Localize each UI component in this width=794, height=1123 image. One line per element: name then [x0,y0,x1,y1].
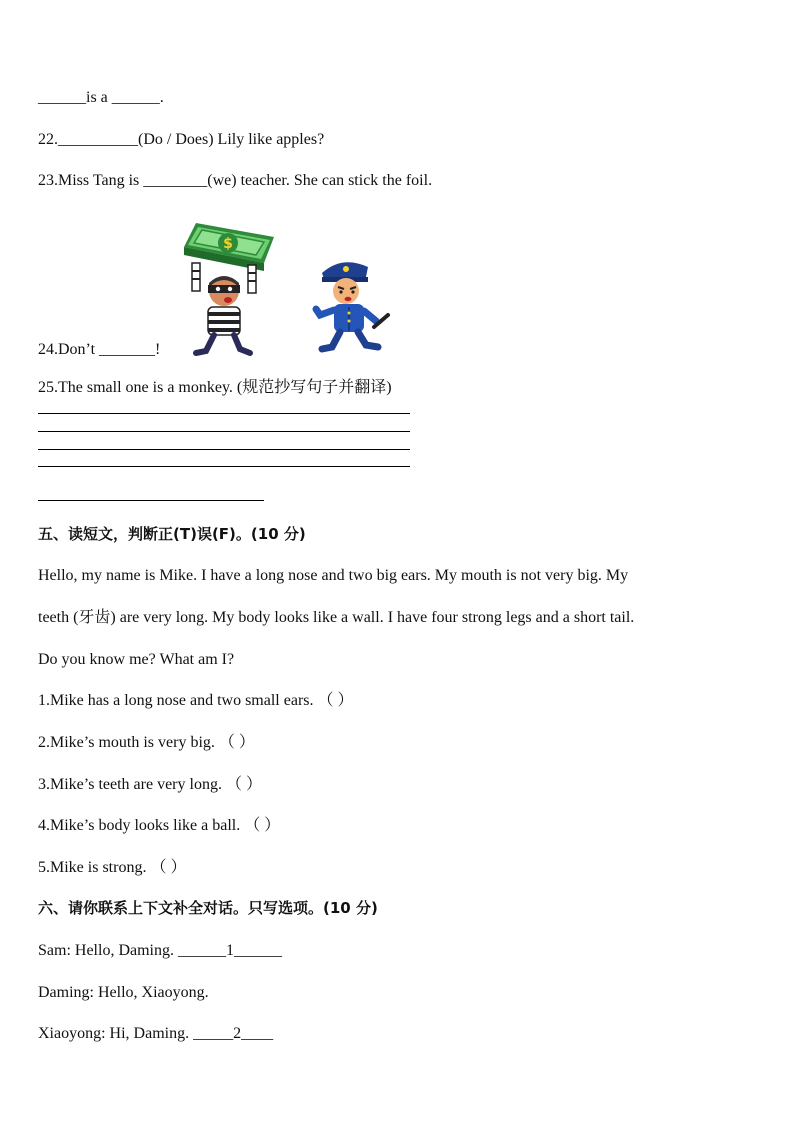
writing-line-4 [38,466,410,467]
writing-line-1 [38,413,410,414]
tf-item-2: 2.Mike’s mouth is very big. （ ） [38,734,255,751]
question-25: 25.The small one is a monkey. (规范抄写句子并翻译) [38,379,392,396]
tf-item-5: 5.Mike is strong. （ ） [38,859,187,876]
dialogue-line-1 [38,941,282,961]
tf-item-1: 1.Mike has a long nose and two small ears. （ ） [38,692,354,709]
answer-blank-2: _____2____ [193,1025,274,1042]
fill-in-line-top: ______is a ______. [38,89,164,106]
answer-blank-1: ______1______ [177,942,282,959]
police-officer-icon [312,255,392,357]
passage-line-1: Hello, my name is Mike. I have a long nose and two big ears. My mouth is not very big. My [38,567,629,584]
dialogue-speaker-xiaoyong: Xiaoyong: Hi, Daming. [38,1025,194,1042]
dialogue-line-2: Daming: Hello, Xiaoyong. [38,984,209,1001]
question-22: 22.__________(Do / Does) Lily like apples? [38,131,325,148]
tf-item-3: 3.Mike’s teeth are very long. （ ） [38,776,262,793]
section-6-title: 六、请你联系上下文补全对话。只写选项。(10 分) [38,899,378,917]
writing-line-3 [38,449,410,450]
section-5-title: 五、读短文，判断正(T)误(F)。(10 分) [38,525,306,543]
thief-with-cash-icon [178,215,278,357]
dialogue-line-3 [38,1024,273,1044]
writing-line-2 [38,431,410,432]
question-24: 24.Don’t _______! [38,341,161,358]
passage-line-2: teeth (牙齿) are very long. My body looks like a wall. I have four strong legs and a short tail. [38,609,635,626]
writing-line-5 [38,500,264,501]
dialogue-speaker-sam: Sam: Hello, Daming. [38,942,178,959]
question-23: 23.Miss Tang is ________(we) teacher. She can stick the foil. [38,172,433,189]
dollar-sign: $ [223,236,233,252]
tf-item-4: 4.Mike’s body looks like a ball. （ ） [38,817,281,834]
passage-line-3: Do you know me? What am I? [38,651,235,668]
